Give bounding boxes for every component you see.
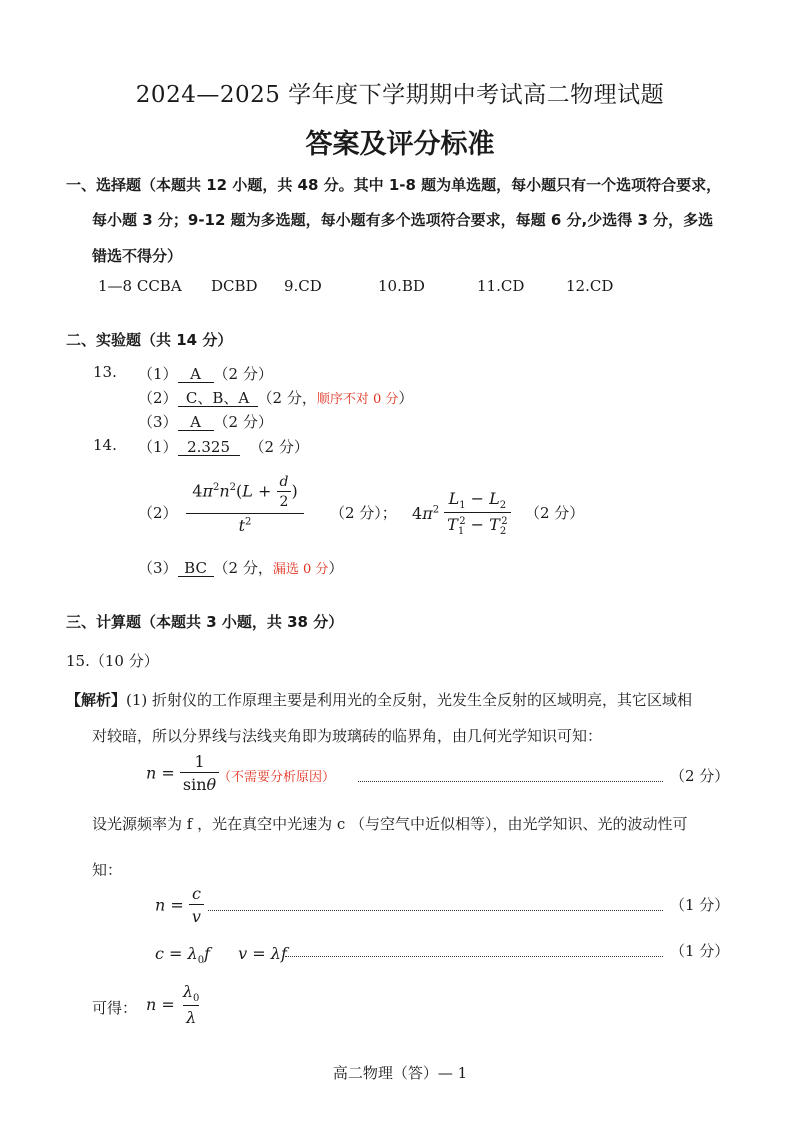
q13-1 bbox=[138, 363, 273, 384]
analysis-text-1: (1) 折射仪的工作原理主要是利用光的全反射，光发生全反射的区域明亮，其它区域相 bbox=[126, 691, 693, 709]
analysis-line2: 对较暗，所以分界线与法线夹角即为玻璃砖的临界角，由几何光学知识可知： bbox=[92, 727, 603, 745]
q13-2-answer: C、B、A bbox=[178, 390, 258, 407]
analysis-line1 bbox=[66, 689, 692, 710]
page-footer: 高二物理（答）— 1 bbox=[332, 1064, 468, 1082]
q13-2-score: （2 分， bbox=[257, 389, 317, 407]
q13-3-answer: A bbox=[178, 414, 214, 431]
answer-12: 12.CD bbox=[566, 277, 614, 295]
eq1-formula: n = $\frac{1}{\sin\theta}$ bbox=[146, 752, 219, 794]
para2-line1: 设光源频率为 f ，光在真空中光速为 c （与空气中近似相等），由光学知识、光的波动性可 bbox=[92, 815, 688, 833]
eq1-score: （2 分） bbox=[670, 767, 730, 785]
section3-heading: 三、计算题（本题共 3 小题，共 38 分） bbox=[66, 613, 344, 631]
q13-3 bbox=[138, 411, 273, 432]
answer-10: 10.BD bbox=[378, 277, 425, 295]
page-title: 2024—2025 学年度下学期期中考试高二物理试题 bbox=[135, 82, 665, 108]
q14-2-label: （2） bbox=[138, 504, 178, 522]
q14-label: 14. bbox=[93, 436, 117, 454]
q14-3 bbox=[138, 557, 343, 578]
q14-3-answer: BC bbox=[178, 560, 214, 577]
q13-2-label: （2） bbox=[138, 389, 178, 407]
q13-3-score: （2 分） bbox=[213, 413, 273, 431]
q14-3-note: 漏选 0 分 bbox=[272, 562, 329, 577]
section1-heading-line3: 错选不得分） bbox=[92, 247, 183, 265]
eq2-formula: n = $\frac{c}{v}$ bbox=[155, 884, 204, 926]
q14-1-label: （1） bbox=[138, 438, 178, 456]
q13-2 bbox=[138, 387, 413, 408]
q14-2-formula-a: $4\pi^2n^2(L$ + $\frac{d}{2}$ ) $t^2$ bbox=[186, 474, 304, 535]
q13-label: 13. bbox=[93, 363, 117, 381]
eq1-note: （不需要分析原因） bbox=[218, 770, 336, 785]
answer-9: 9.CD bbox=[284, 277, 322, 295]
eq3-score: （1 分） bbox=[670, 942, 730, 960]
q13-2-note: 顺序不对 0 分 bbox=[316, 392, 399, 407]
q14-3-score: （2 分， bbox=[213, 559, 273, 577]
q14-1-answer: 2.325 bbox=[178, 439, 240, 456]
answer-1-8-part2: DCBD bbox=[211, 277, 258, 295]
para2-line2: 知： bbox=[92, 861, 123, 879]
q13-1-label: （1） bbox=[138, 365, 178, 383]
result-formula: n = $\frac{\lambda_0}{\lambda}$ bbox=[146, 982, 200, 1028]
q14-1-score: （2 分） bbox=[249, 438, 309, 456]
eq3-leader-dots bbox=[285, 956, 663, 957]
q14-2-score-a: （2 分）； bbox=[330, 504, 397, 522]
eq1-leader-dots bbox=[358, 781, 663, 782]
eq3-formula: $c = \lambda_0f$ v = λf bbox=[155, 944, 287, 967]
q14-3-label: （3） bbox=[138, 559, 178, 577]
q14-2-formula-b: $4\pi^2$ $\frac{L_1 - L_2}{T_1^2 - T_2^2}$ bbox=[412, 489, 511, 537]
q15-label: 15.（10 分） bbox=[66, 652, 159, 670]
q13-2-close: ） bbox=[398, 389, 414, 407]
section2-heading: 二、实验题（共 14 分） bbox=[66, 331, 233, 349]
q14-1 bbox=[138, 436, 309, 457]
section1-heading-line1: 一、选择题（本题共 12 小题，共 48 分。其中 1-8 题为单选题，每小题只有一个选项符合要求， bbox=[66, 176, 722, 194]
analysis-label: 【解析】 bbox=[66, 691, 127, 709]
answer-1-8-part1: 1—8 CCBA bbox=[98, 277, 182, 295]
q13-1-answer: A bbox=[178, 366, 214, 383]
q14-2-score-b: （2 分） bbox=[525, 504, 585, 522]
eq2-score: （1 分） bbox=[670, 896, 730, 914]
q14-3-close: ） bbox=[328, 559, 344, 577]
section1-heading-line2: 每小题 3 分；9-12 题为多选题，每小题有多个选项符合要求，每题 6 分,少选得 3 分，多选 bbox=[92, 211, 714, 229]
eq2-leader-dots bbox=[208, 910, 663, 911]
result-label: 可得： bbox=[92, 999, 138, 1017]
answer-11: 11.CD bbox=[477, 277, 525, 295]
q13-1-score: （2 分） bbox=[213, 365, 273, 383]
page-subtitle: 答案及评分标准 bbox=[305, 129, 495, 160]
q13-3-label: （3） bbox=[138, 413, 178, 431]
